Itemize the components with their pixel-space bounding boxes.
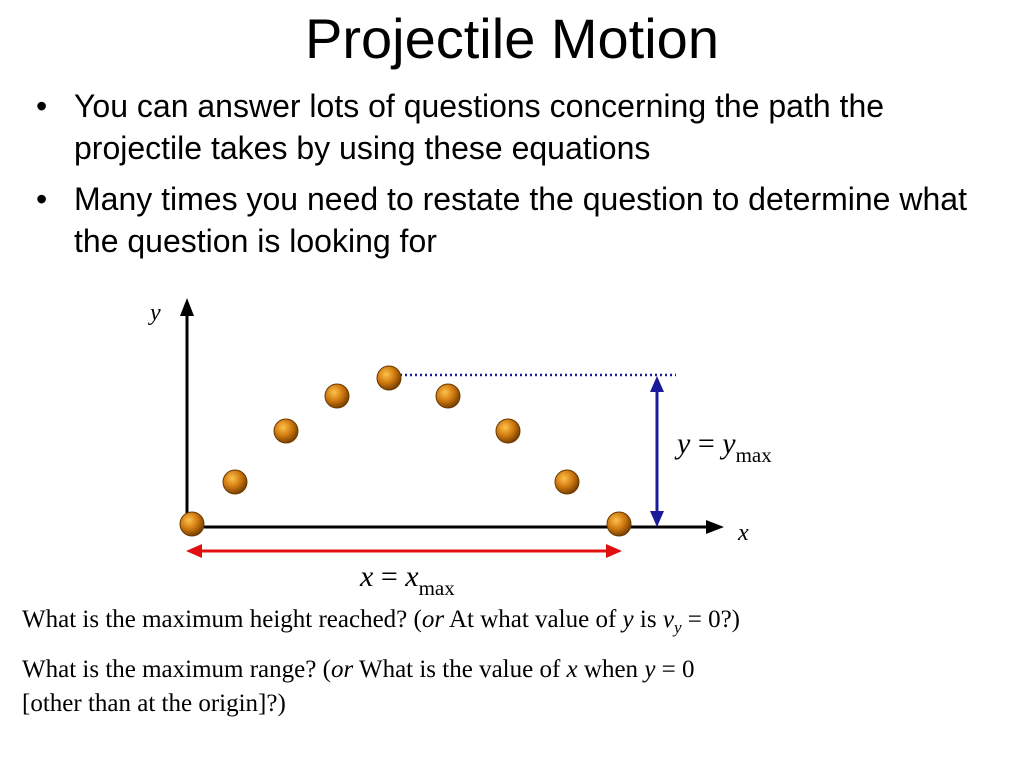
q1-v-subscript: y bbox=[673, 618, 682, 637]
bullet-dot: • bbox=[36, 88, 48, 124]
q1-text-1: What is the maximum height reached? ( bbox=[22, 606, 422, 633]
range-label-eq: = bbox=[373, 560, 406, 593]
max-height-label bbox=[674, 427, 772, 467]
x-axis-arrowhead bbox=[706, 520, 724, 534]
q1-v: v bbox=[662, 606, 674, 633]
q2-text-4: = 0 bbox=[655, 656, 695, 683]
q2-text-3: when bbox=[577, 656, 645, 683]
height-label-rhs: y bbox=[722, 427, 736, 460]
range-label-sub: max bbox=[418, 576, 455, 600]
q1-y: y bbox=[622, 606, 634, 633]
slide-title: Projectile Motion bbox=[305, 7, 719, 70]
q2-or: or bbox=[330, 656, 354, 683]
q1-or: or bbox=[421, 606, 445, 633]
range-label-rhs: x bbox=[405, 560, 419, 593]
question-max-range bbox=[22, 653, 1012, 721]
projectile-ball bbox=[274, 419, 298, 443]
height-label-var: y bbox=[677, 427, 691, 460]
projectile-ball bbox=[496, 419, 520, 443]
height-label-sub: max bbox=[735, 443, 772, 467]
question-max-height bbox=[22, 603, 1012, 640]
range-arrow-left-head bbox=[186, 544, 202, 558]
projectile-ball bbox=[325, 384, 349, 408]
y-axis-label: y bbox=[150, 300, 161, 326]
q2-x: x bbox=[566, 656, 578, 683]
projectile-ball bbox=[180, 512, 204, 536]
q1-text-4: = 0?) bbox=[681, 606, 741, 633]
bullet-dot: • bbox=[36, 181, 48, 218]
y-axis-arrowhead bbox=[180, 298, 194, 316]
projectile-ball bbox=[377, 366, 401, 390]
max-range-label bbox=[359, 560, 455, 600]
height-label-eq: = bbox=[690, 427, 723, 460]
q1-text-2: At what value of bbox=[444, 606, 623, 633]
q1-text-3: is bbox=[633, 606, 663, 633]
q2-y: y bbox=[644, 656, 656, 683]
projectile-ball bbox=[436, 384, 460, 408]
height-arrow-top-head bbox=[650, 376, 664, 392]
q2-text-2: What is the value of bbox=[353, 656, 567, 683]
projectile-ball bbox=[223, 470, 247, 494]
x-axis-label: x bbox=[738, 520, 749, 546]
bullet-text: You can answer lots of questions concerning the path the projectile takes by using these equations bbox=[74, 88, 885, 166]
range-label-var: x bbox=[360, 560, 374, 593]
q2-text-line2: [other than at the origin]?) bbox=[22, 689, 286, 717]
projectile-ball bbox=[607, 512, 631, 536]
projectile-ball bbox=[555, 470, 579, 494]
range-arrow-right-head bbox=[606, 544, 622, 558]
q2-text-1: What is the maximum range? ( bbox=[22, 656, 331, 683]
bullet-text: Many times you need to restate the question to determine what the question is looking for bbox=[74, 181, 967, 259]
height-arrow-bottom-head bbox=[650, 511, 664, 527]
